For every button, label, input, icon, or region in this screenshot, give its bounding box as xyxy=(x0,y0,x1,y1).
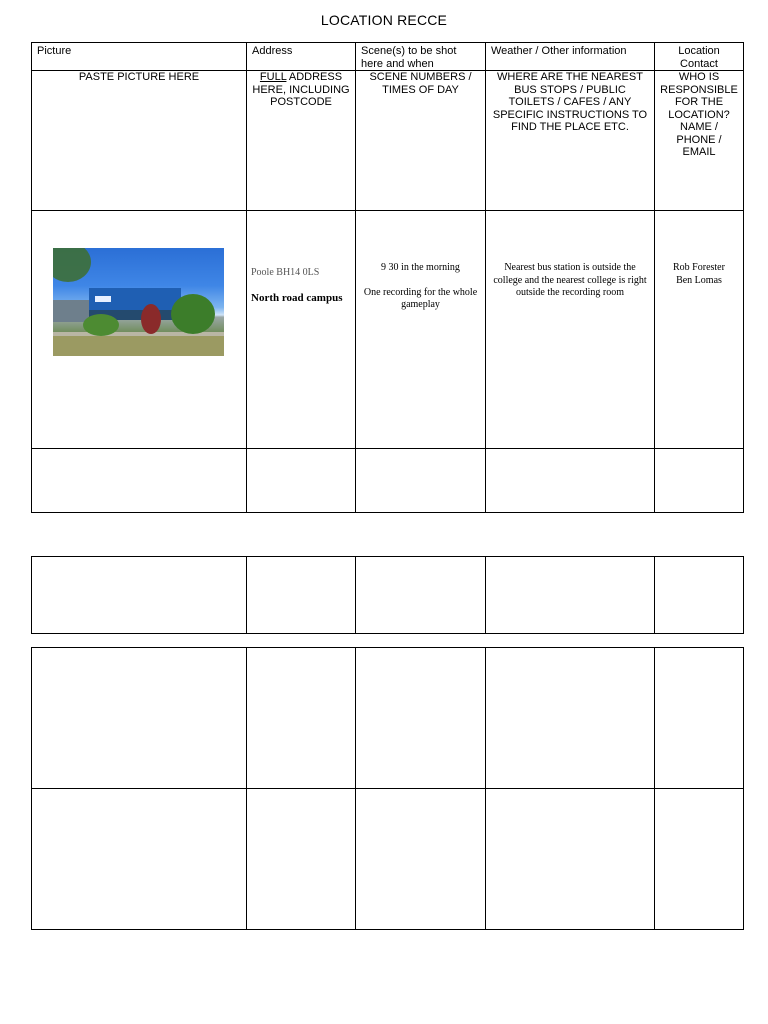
empty-cell[interactable] xyxy=(356,648,486,789)
empty-cell[interactable] xyxy=(32,789,247,930)
empty-cell[interactable] xyxy=(655,557,744,634)
empty-cell[interactable] xyxy=(247,648,356,789)
recce-table-second xyxy=(31,556,744,634)
empty-cell[interactable] xyxy=(486,557,655,634)
empty-cell[interactable] xyxy=(247,449,356,513)
location-entry-row xyxy=(32,211,744,449)
photo-building-sign xyxy=(95,296,111,302)
recce-table-main xyxy=(31,42,744,513)
scene-time: 9 30 in the morning xyxy=(381,262,460,273)
header-contact-cell xyxy=(655,43,744,71)
header-weather: Weather / Other information xyxy=(491,45,627,57)
entry-scenes-cell[interactable] xyxy=(356,211,486,449)
page-title: LOCATION RECCE xyxy=(320,12,448,28)
contact-name-2: Ben Lomas xyxy=(676,274,722,286)
empty-cell[interactable] xyxy=(486,648,655,789)
photo-green-tree xyxy=(171,294,215,334)
scene-gap xyxy=(360,275,481,287)
instr-address-rest: ADDRESS HERE, INCLUDING POSTCODE xyxy=(252,71,350,108)
header-address-cell xyxy=(247,43,356,71)
recce-table-third xyxy=(31,647,744,930)
instruction-row xyxy=(32,71,744,211)
instr-address-underlined: FULL xyxy=(259,71,287,83)
empty-row xyxy=(32,648,744,789)
instr-address-cell[interactable] xyxy=(247,71,356,211)
instr-contact-cell[interactable] xyxy=(655,71,744,211)
entry-address xyxy=(247,211,355,304)
header-address: Address xyxy=(252,45,293,57)
instr-address xyxy=(247,71,355,109)
empty-cell[interactable] xyxy=(247,789,356,930)
instr-contact: WHO IS RESPONSIBLE FOR THE LOCATION? NAME / PHONE / EMAIL xyxy=(660,71,738,158)
entry-scenes xyxy=(356,211,485,312)
empty-cell[interactable] xyxy=(486,789,655,930)
instr-picture-cell[interactable] xyxy=(32,71,247,211)
header-picture: Picture xyxy=(37,45,72,57)
entry-picture-cell[interactable] xyxy=(32,211,247,449)
instr-weather-cell[interactable] xyxy=(486,71,655,211)
empty-cell[interactable] xyxy=(356,557,486,634)
empty-row xyxy=(32,557,744,634)
scene-description: One recording for the whole gameplay xyxy=(363,286,478,310)
address-line-campus: North road campus xyxy=(251,291,343,304)
header-scenes-cell xyxy=(356,43,486,71)
entry-weather-cell[interactable] xyxy=(486,211,655,449)
empty-cell[interactable] xyxy=(486,449,655,513)
empty-cell[interactable] xyxy=(32,557,247,634)
instr-weather: WHERE ARE THE NEAREST BUS STOPS / PUBLIC TOILETS / CAFES / ANY SPECIFIC INSTRUCTIONS TO FIND THE PLACE ETC. xyxy=(492,71,648,133)
header-picture-cell xyxy=(32,43,247,71)
entry-weather: Nearest bus station is outside the college and the nearest college is right outside the recording room xyxy=(493,262,647,298)
contact-name-1: Rob Forester xyxy=(673,262,725,273)
instr-picture: PASTE PICTURE HERE xyxy=(78,71,200,83)
entry-contact-cell[interactable] xyxy=(655,211,744,449)
header-contact: Location Contact xyxy=(678,45,720,70)
campus-photo xyxy=(53,248,224,356)
empty-cell[interactable] xyxy=(32,648,247,789)
instr-scenes-cell[interactable] xyxy=(356,71,486,211)
photo-shrub xyxy=(83,314,119,336)
header-row xyxy=(32,43,744,71)
address-line-postcode: Poole BH14 0LS xyxy=(251,267,320,278)
instr-scenes: SCENE NUMBERS / TIMES OF DAY xyxy=(369,71,472,96)
empty-cell[interactable] xyxy=(655,648,744,789)
empty-cell[interactable] xyxy=(32,449,247,513)
empty-cell[interactable] xyxy=(356,789,486,930)
empty-cell[interactable] xyxy=(356,449,486,513)
photo-ground xyxy=(53,336,224,356)
entry-contact xyxy=(655,211,743,287)
header-scenes: Scene(s) to be shot here and when xyxy=(361,45,457,70)
empty-cell[interactable] xyxy=(247,557,356,634)
empty-row xyxy=(32,449,744,513)
empty-cell[interactable] xyxy=(655,449,744,513)
header-weather-cell xyxy=(486,43,655,71)
photo-foreground-leaves xyxy=(53,248,91,282)
entry-address-cell[interactable] xyxy=(247,211,356,449)
empty-row xyxy=(32,789,744,930)
photo-red-tree xyxy=(141,304,161,334)
empty-cell[interactable] xyxy=(655,789,744,930)
